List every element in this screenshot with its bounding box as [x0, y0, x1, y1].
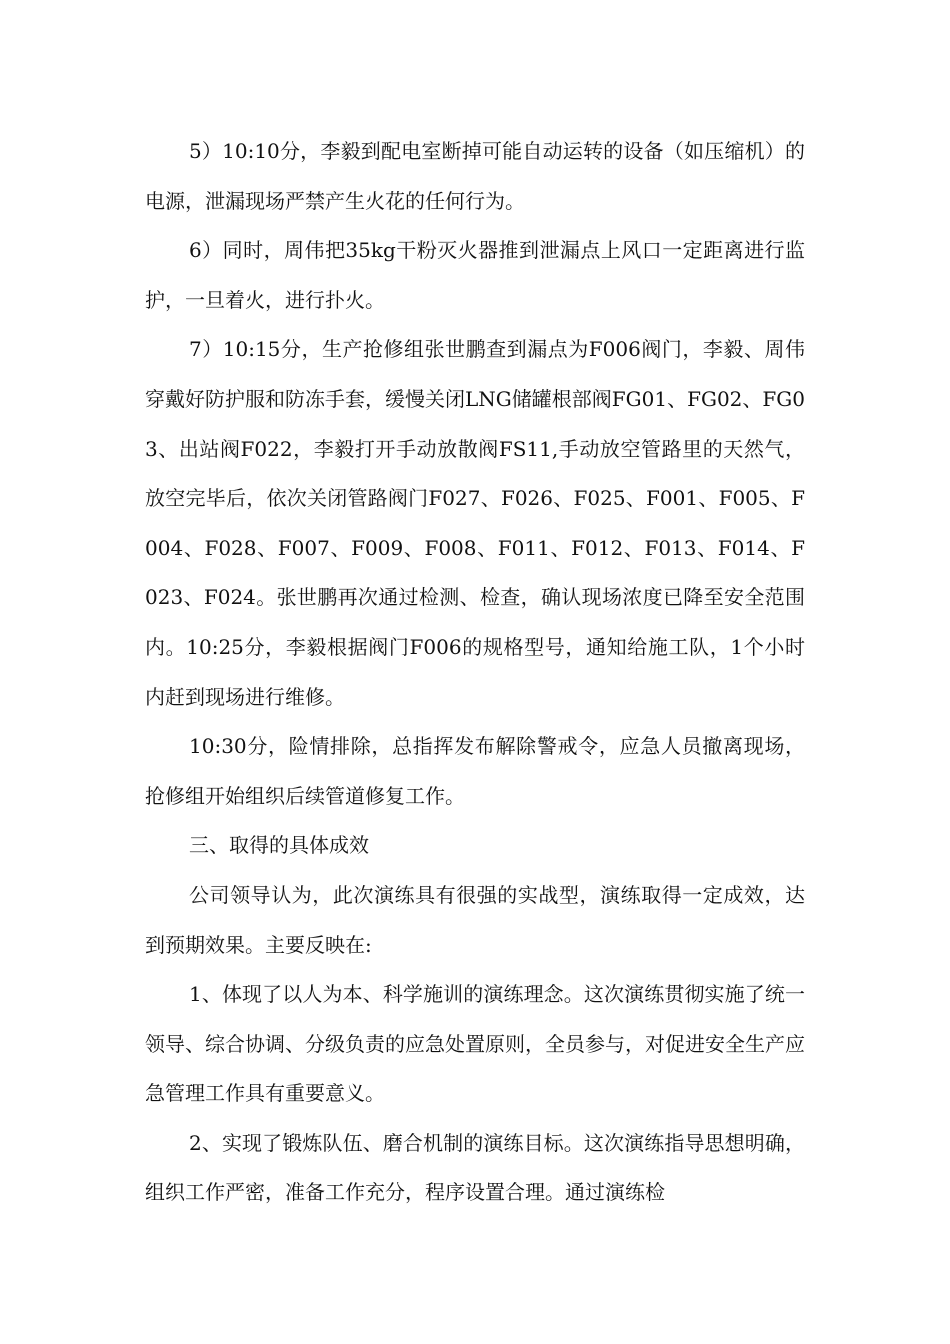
paragraph-step-6: 6）同时，周伟把35kg干粉灭火器推到泄漏点上风口一定距离进行监护，一旦着火，进行扑火。: [145, 238, 805, 312]
paragraph-result-1: 1、体现了以人为本、科学施训的演练理念。这次演练贯彻实施了统一领导、综合协调、分级负责的应急处置原则，全员参与，对促进安全生产应急管理工作具有重要意义。: [145, 982, 805, 1106]
document-body: [145, 127, 805, 1218]
paragraph-step-7: 7）10:15分，生产抢修组张世鹏查到漏点为F006阀门，李毅、周伟穿戴好防护服和防冻手套，缓慢关闭LNG储罐根部阀FG01、FG02、FG03、出站阀F022，李毅打开手动放散阀FS11,手动放空管路里的天然气，放空完毕后，依次关闭管路阀门F027、F026、F025、F001、F005、F004、F028、F007、F009、F008、F011、F012、F013、F014、F023、F024。张世鹏再次通过检测、检查，确认现场浓度已降至安全范围内。10:25分，李毅根据阀门F006的规格型号，通知给施工队，1个小时内赶到现场进行维修。: [145, 337, 805, 709]
paragraph-step-5: 5）10:10分，李毅到配电室断掉可能自动运转的设备（如压缩机）的电源，泄漏现场严禁产生火花的任何行为。: [145, 139, 805, 213]
section-heading-results: 三、取得的具体成效: [189, 833, 369, 858]
paragraph-danger-cleared: 10:30分，险情排除，总指挥发布解除警戒令，应急人员撤离现场，抢修组开始组织后续管道修复工作。: [145, 734, 805, 808]
paragraph-result-2: 2、实现了锻炼队伍、磨合机制的演练目标。这次演练指导思想明确，组织工作严密，准备工作充分，程序设置合理。通过演练检: [145, 1130, 805, 1205]
paragraph-leadership-view: 公司领导认为，此次演练具有很强的实战型，演练取得一定成效，达到预期效果。主要反映在:: [145, 882, 805, 957]
